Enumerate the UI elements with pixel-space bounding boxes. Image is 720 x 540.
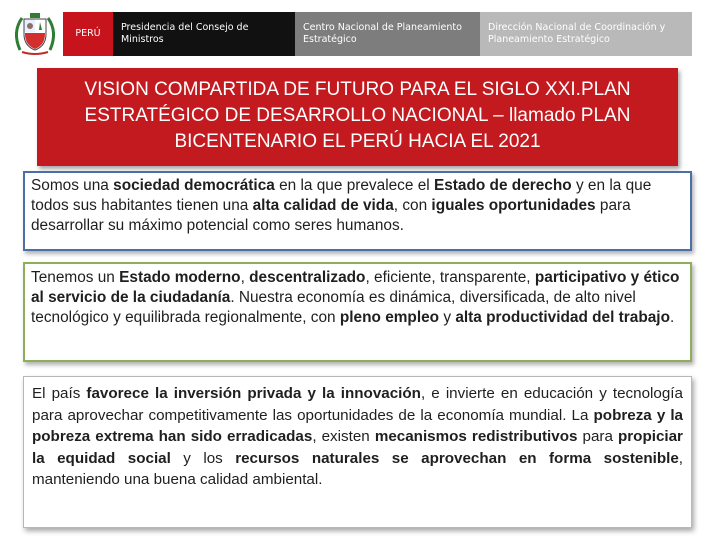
text-run: Tenemos un [31,269,120,286]
text-run: , [240,269,250,286]
peru-coat-of-arms-logo [10,10,60,56]
bold-run: pleno empleo [339,309,440,327]
pcm-line-1: Presidencia del Consejo de [121,22,249,33]
vision-paragraph-state [23,262,692,362]
text-run: para [577,428,618,446]
title-line-3: BICENTENARIO EL PERÚ HACIA EL 2021 [174,131,541,152]
title-line-2: ESTRATÉGICO DE DESARROLLO NACIONAL – llamado PLAN [84,105,631,126]
bold-run: Estado de derecho [433,177,572,194]
pcm-segment [113,12,295,56]
bold-run: participativo y ético al servicio de la ciudadanía [31,269,680,307]
text-run: , e invierte en educación y tecnología para aprovechar competitivamente las oportunidades de la economía mundial. La [32,385,683,424]
ceplan-line-1: Centro Nacional de Planeamiento [303,22,462,33]
bold-run: alta calidad de vida [252,197,394,215]
slide-title [37,68,678,166]
text-run: Somos una [31,177,114,194]
bold-run: iguales oportunidades [431,197,596,215]
text-run: y [439,309,456,327]
ceplan-segment [295,12,480,56]
text-run: para desarrollar su máximo potencial como seres humanos. [31,197,631,235]
text-run: y los [170,449,236,467]
pcm-line-2: Ministros [121,34,164,45]
peru-label-segment [63,12,113,56]
pcm-label [121,22,248,46]
ceplan-line-2: Estratégico [303,34,357,45]
bold-run: sociedad democrática [113,177,275,194]
text-run: . [669,309,675,327]
text-run: , con [393,197,432,215]
text-run: , existen [312,428,375,446]
dncpe-line-2: Planeamiento Estratégico [488,34,610,45]
text-run: , manteniendo una buena calidad ambiental. [32,449,683,489]
bold-run: propiciar la equidad social [32,428,683,467]
bold-run: favorece la inversión privada y la innovación [86,385,421,402]
text-run: . Nuestra economía es dinámica, diversificada, de alto nivel tecnológico y equilibrada regionalmente, con [31,289,636,327]
text-run: El país [32,385,87,402]
bold-run: Estado moderno [119,269,241,286]
bold-run: recursos naturales se aprovechan en forma sostenible [235,449,679,467]
text-run: en la que prevalece el [274,177,434,194]
vision-paragraph-economy [23,376,692,528]
header-bar [0,0,720,64]
bold-run: descentralizado [249,269,366,286]
ceplan-label [303,22,462,46]
text-run: , eficiente, transparente, [365,269,535,286]
peru-label: PERÚ [75,28,101,39]
dncpe-line-1: Dirección Nacional de Coordinación y [488,22,666,33]
vision-paragraph-society [23,171,692,251]
text-run: y en la que todos sus habitantes tienen una [31,177,652,215]
title-line-1: VISION COMPARTIDA DE FUTURO PARA EL SIGLO XXI.PLAN [84,79,631,100]
dncpe-segment [480,12,692,56]
dncpe-label [488,22,665,46]
bold-run: pobreza y la pobreza extrema han sido erradicadas [32,406,683,446]
bold-run: mecanismos redistributivos [374,428,578,446]
bold-run: alta productividad del trabajo [455,309,670,327]
